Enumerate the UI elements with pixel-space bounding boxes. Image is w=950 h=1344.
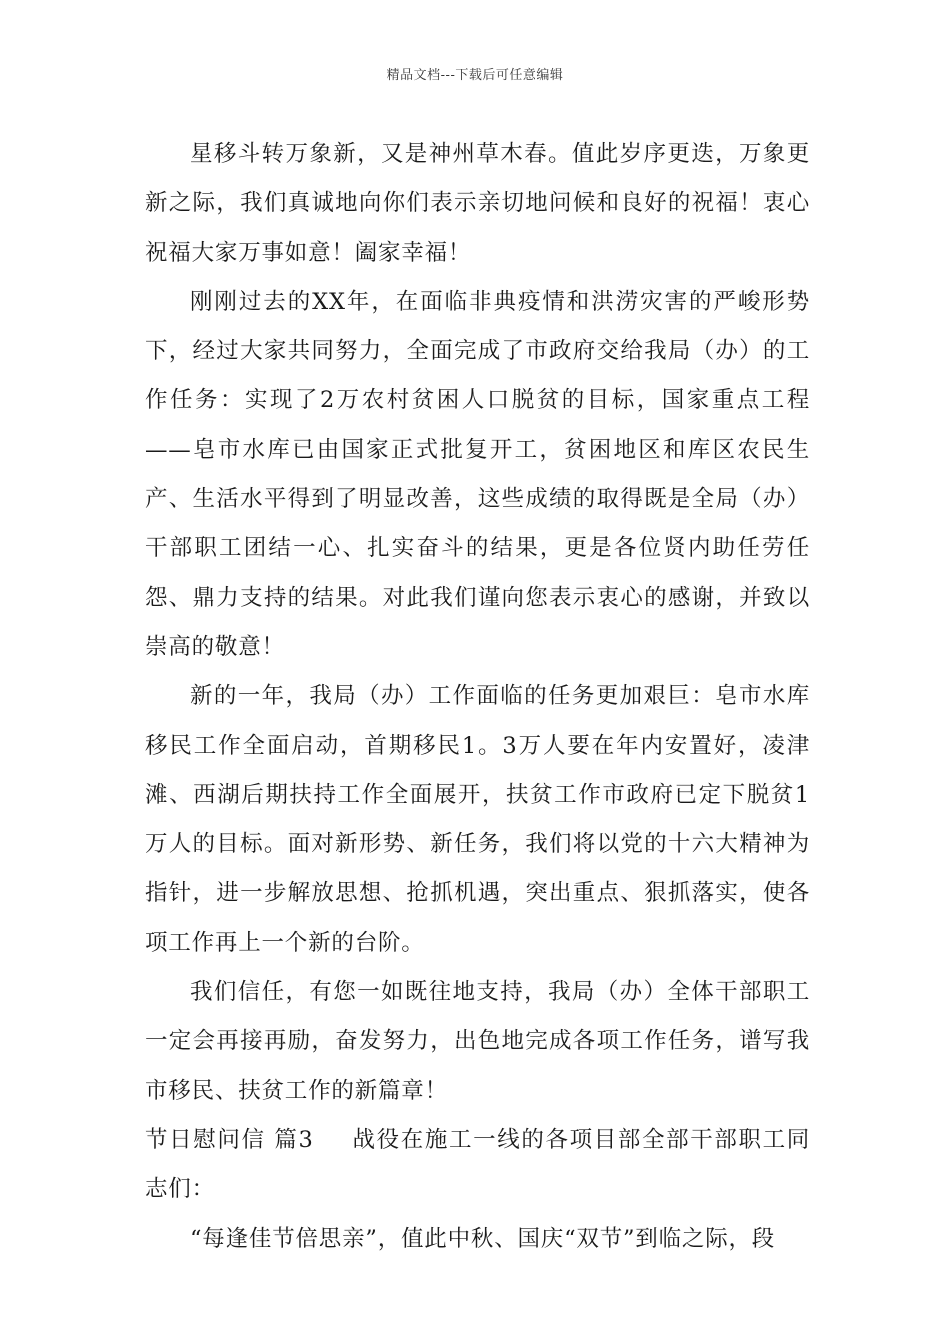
paragraph-1: 星移斗转万象新，又是神州草木春。值此岁序更迭，万象更新之际，我们真诚地向你们表示亲切地问候和良好的祝福！衷心祝福大家万事如意！阖家幸福！ bbox=[145, 141, 810, 266]
paragraph-2: 刚刚过去的XX年，在面临非典疫情和洪涝灾害的严峻形势下，经过大家共同努力，全面完成了市政府交给我局（办）的工作任务：实现了2万农村贫困人口脱贫的目标，国家重点工程——皂市水库已由国家正式批复开工，贫困地区和库区农民生产、生活水平得到了明显改善，这些成绩的取得既是全局（办）干部职工团结一心、扎实奋斗的结果，更是各位贤内助任劳任怨、鼎力支持的结果。对此我们谨向您表示衷心的感谢，并致以崇高的敬意！ bbox=[145, 288, 810, 660]
paragraph-4: 我们信任，有您一如既往地支持，我局（办）全体干部职工一定会再接再励，奋发努力，出色地完成各项工作任务，谱写我市移民、扶贫工作的新篇章！ bbox=[145, 979, 810, 1104]
page-header: 精品文档---下载后可任意编辑 bbox=[386, 68, 564, 83]
section-heading-line bbox=[145, 1116, 810, 1215]
section-title: 节日慰问信 篇3 bbox=[145, 1126, 314, 1153]
document-body bbox=[145, 130, 810, 1264]
paragraph-5: “每逢佳节倍思亲”，值此中秋、国庆“双节”到临之际，段 bbox=[190, 1225, 776, 1252]
paragraph-3: 新的一年，我局（办）工作面临的任务更加艰巨：皂市水库移民工作全面启动，首期移民1。3万人要在年内安置好，凌津滩、西湖后期扶持工作全面展开，扶贫工作市政府已定下脱贫1万人的目标。面对新形势、新任务，我们将以党的十六大精神为指针，进一步解放思想、抢抓机遇，突出重点、狠抓落实，使各项工作再上一个新的台阶。 bbox=[145, 683, 810, 956]
section-salutation: 战役在施工一线的各项目部全部干部职工同志们： bbox=[145, 1126, 810, 1203]
